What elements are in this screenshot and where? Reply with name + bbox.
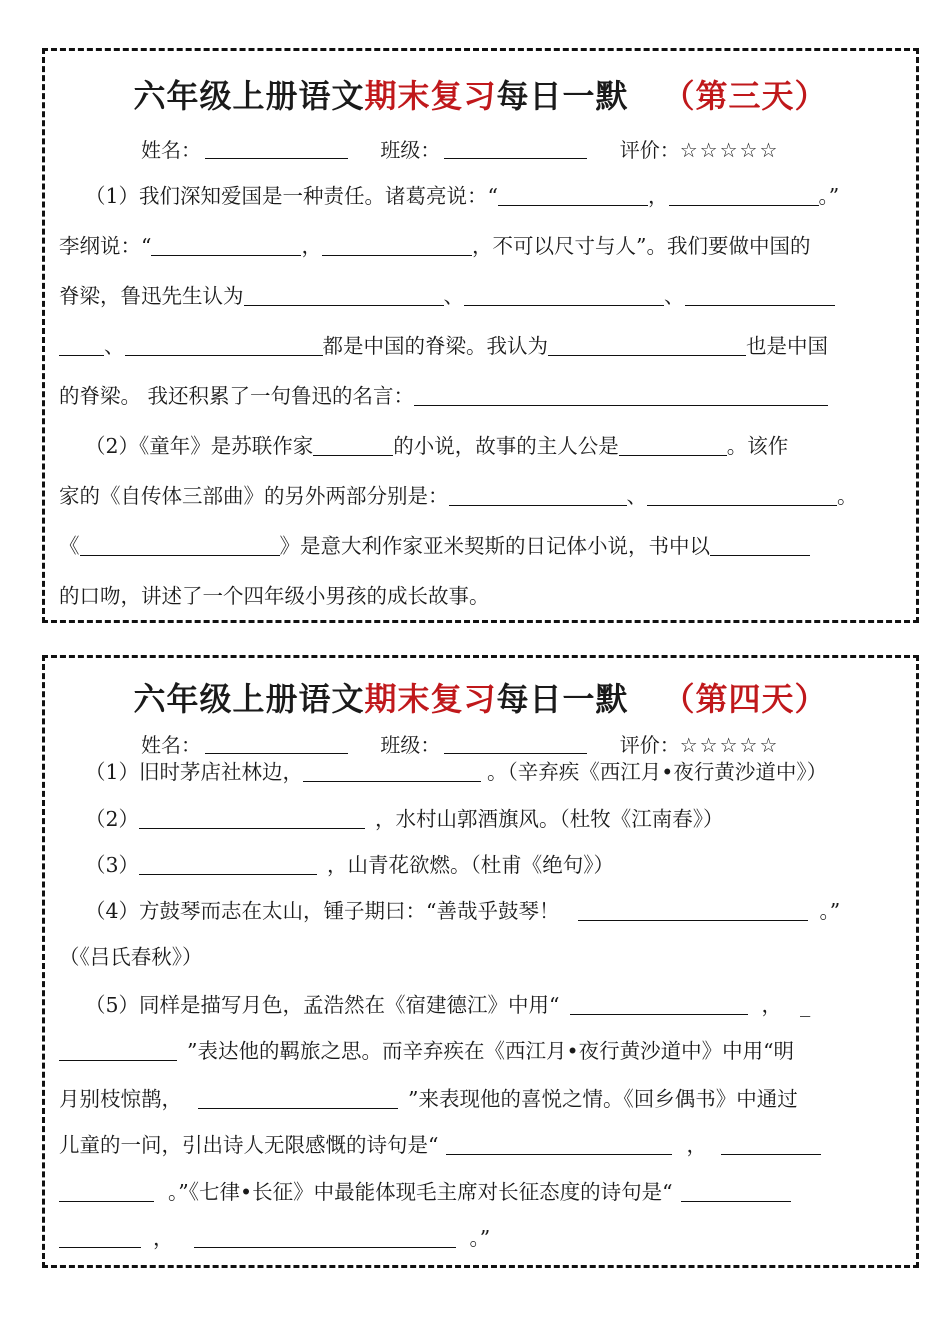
class-field[interactable]	[444, 735, 587, 754]
q1-line5: 的脊梁。 我还积累了一句鲁迅的名言：	[59, 386, 907, 407]
q2-line1: （2）《童年》是苏联作家 的小说，故事的主人公是 。该作	[85, 434, 789, 458]
worksheet-day3	[42, 48, 919, 623]
q5-line5: 。”《七律•长征》中最能体现毛主席对长征态度的诗句是“	[59, 1182, 907, 1203]
q2-line3: 《 》是意大利作家亚米契斯的日记体小说，书中以	[59, 536, 907, 557]
blank[interactable]	[139, 810, 365, 829]
name-label: 姓名：	[141, 733, 201, 757]
q5-line4: 儿童的一问，引出诗人无限感慨的诗句是“ ，	[59, 1135, 907, 1156]
blank[interactable]	[313, 437, 393, 456]
header-fields	[141, 729, 779, 758]
q2-line2: 家的《自传体三部曲》的另外两部分别是： 、 。	[59, 484, 858, 508]
q5-line6: ， 。”	[59, 1228, 907, 1249]
blank[interactable]	[194, 1229, 456, 1248]
rating-stars[interactable]: ☆☆☆☆☆	[679, 138, 780, 162]
eval-label: 评价：	[619, 733, 680, 757]
blank[interactable]	[685, 287, 835, 306]
blank[interactable]	[59, 1042, 177, 1061]
q5-line3: 月别枝惊鹊， ”来表现他的喜悦之情。《回乡偶书》中通过	[59, 1087, 798, 1111]
q5-line2: ”表达他的羁旅之思。而辛弃疾在《西江月•夜行黄沙道中》中用“明	[59, 1041, 907, 1062]
blank[interactable]	[681, 1183, 791, 1202]
header-fields	[141, 134, 779, 163]
q4-line: （4）方鼓琴而志在太山，锺子期曰：“善哉乎鼓琴！ 。”	[85, 899, 841, 923]
class-field[interactable]	[444, 140, 587, 159]
card-title: 六年级上册语文期末复习每日一默 （第四天）	[133, 680, 828, 718]
blank[interactable]	[570, 996, 748, 1015]
name-field[interactable]	[205, 735, 348, 754]
q3-line: （3） ，山青花欲燃。（杜甫《绝句》）	[85, 853, 615, 877]
blank[interactable]	[619, 437, 727, 456]
rating-stars[interactable]: ☆☆☆☆☆	[679, 733, 780, 757]
blank[interactable]	[669, 187, 819, 206]
blank[interactable]	[647, 487, 837, 506]
name-field[interactable]	[205, 140, 348, 159]
name-label: 姓名：	[141, 138, 201, 162]
class-label: 班级：	[380, 733, 441, 757]
blank[interactable]	[464, 287, 664, 306]
blank[interactable]	[139, 856, 317, 875]
blank[interactable]	[721, 1136, 821, 1155]
q1-line1: （1）我们深知爱国是一种责任。诸葛亮说：“ ， 。”	[85, 184, 840, 208]
eval-label: 评价：	[619, 138, 680, 162]
blank[interactable]	[59, 1183, 154, 1202]
blank[interactable]	[59, 337, 104, 356]
blank[interactable]	[710, 537, 810, 556]
blank[interactable]	[303, 763, 481, 782]
blank[interactable]	[80, 537, 280, 556]
blank[interactable]	[548, 337, 746, 356]
blank[interactable]	[449, 487, 627, 506]
blank[interactable]	[446, 1136, 672, 1155]
blank[interactable]	[244, 287, 444, 306]
class-label: 班级：	[380, 138, 441, 162]
q5-line1: （5）同样是描写月色，孟浩然在《宿建德江》中用“ ， _	[85, 993, 811, 1017]
q4-source: （《吕氏春秋》）	[59, 945, 203, 969]
blank[interactable]	[59, 1229, 141, 1248]
q1-line3: 脊梁，鲁迅先生认为 、 、	[59, 286, 907, 307]
blank[interactable]	[414, 387, 828, 406]
blank[interactable]	[498, 187, 648, 206]
q1-line: （1）旧时茅店社林边， 。（辛弃疾《西江月•夜行黄沙道中》）	[85, 760, 828, 784]
q1-line4: 、 都是中国的脊梁。我认为 也是中国	[59, 336, 907, 357]
worksheet-day4	[42, 655, 919, 1268]
blank[interactable]	[151, 237, 301, 256]
blank[interactable]	[125, 337, 323, 356]
blank[interactable]	[198, 1090, 398, 1109]
blank[interactable]	[578, 902, 808, 921]
blank[interactable]	[322, 237, 472, 256]
q1-line2: 李纲说：“ ， ，不可以尺寸与人”。我们要做中国的	[59, 234, 811, 258]
card-title: 六年级上册语文期末复习每日一默 （第三天）	[133, 77, 828, 115]
q2-line: （2） ，水村山郭酒旗风。（杜牧《江南春》）	[85, 807, 724, 831]
q2-line4: 的口吻，讲述了一个四年级小男孩的成长故事。	[59, 584, 490, 608]
